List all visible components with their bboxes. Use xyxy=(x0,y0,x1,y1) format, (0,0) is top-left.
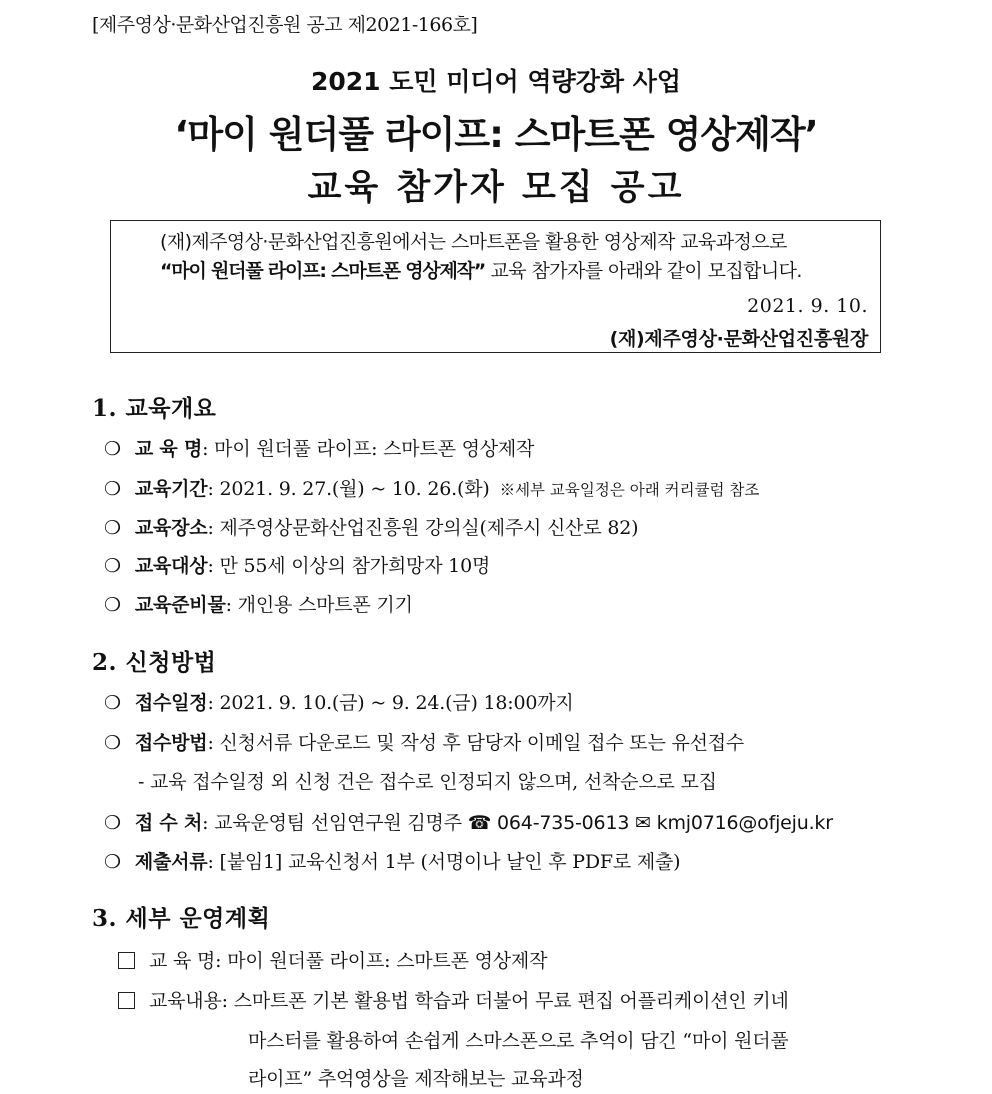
section-2-method-note: - 교육 접수일정 외 신청 건은 접수로 인정되지 않으며, 선착순으로 모집 xyxy=(138,771,717,793)
contact-email[interactable]: kmj0716@ofjeju.kr xyxy=(650,812,833,834)
item-value: : 제주영상문화산업진흥원 강의실(제주시 신산로 82) xyxy=(207,517,639,539)
title-line-2: ‘마이 원더풀 라이프: 스마트폰 영상제작’ xyxy=(174,113,818,156)
item-label: 접수방법 xyxy=(134,732,208,754)
item-value: : 신청서류 다운로드 및 작성 후 담당자 이메일 접수 또는 유선접수 xyxy=(207,732,745,754)
section-1-title: 1. 교육개요 xyxy=(92,395,217,422)
notice-organization: (재)제주영상·문화산업진흥원장 xyxy=(609,328,868,350)
section-1-item-place xyxy=(104,513,638,540)
item-label: 교육대상 xyxy=(134,555,208,577)
title-line-1: 2021 도민 미디어 역량강화 사업 xyxy=(310,67,682,96)
item-label: 교 육 명 xyxy=(134,438,203,460)
circle-bullet-icon: ❍ xyxy=(104,812,121,834)
item-value: : 개인용 스마트폰 기기 xyxy=(225,594,413,616)
section-3-content-continuation-1: 마스터를 활용하여 손쉽게 스마스폰으로 추억이 담긴 “마이 원더풀 xyxy=(248,1030,789,1052)
item-label: 교육준비물 xyxy=(134,594,226,616)
section-3-item-content xyxy=(118,986,789,1013)
item-label: 교 육 명 xyxy=(149,950,216,972)
phone-icon: ☎ xyxy=(467,812,492,834)
notice-box-course-title: “마이 원더풀 라이프: 스마트폰 영상제작” xyxy=(160,260,486,282)
item-note: ※세부 교육일정은 아래 커리큘럼 참조 xyxy=(499,481,760,499)
section-3-content-continuation-2: 라이프” 추억영상을 제작해보는 교육과정 xyxy=(248,1068,584,1090)
notice-date: 2021. 9. 10. xyxy=(747,295,868,317)
title-line-3: 교육 참가자 모집 공고 xyxy=(307,168,685,208)
section-3-item-course-name xyxy=(118,946,547,973)
notice-number: [제주영상·문화산업진흥원 공고 제2021-166호] xyxy=(92,14,478,36)
notice-box-line-1: (재)제주영상·문화산업진흥원에서는 스마트폰을 활용한 영상제작 교육과정으로 xyxy=(160,231,787,253)
item-value: : 만 55세 이상의 참가희망자 10명 xyxy=(207,555,491,577)
item-value: : 스마트폰 기본 활용법 학습과 더불어 무료 편집 어플리케이션인 키네 xyxy=(221,990,789,1012)
item-value: : 교육운영팀 선임연구원 김명주 xyxy=(202,812,462,834)
item-label: 접 수 처 xyxy=(134,812,203,834)
circle-bullet-icon: ❍ xyxy=(104,692,121,714)
circle-bullet-icon: ❍ xyxy=(104,732,121,754)
section-2-item-contact xyxy=(104,808,833,835)
item-label: 교육기간 xyxy=(134,478,208,500)
section-2-item-documents xyxy=(104,847,680,874)
circle-bullet-icon: ❍ xyxy=(104,438,121,460)
section-1-item-course-name xyxy=(104,434,534,461)
notice-box-line-2-rest: 교육 참가자를 아래와 같이 모집합니다. xyxy=(485,260,802,282)
section-3-title: 3. 세부 운영계획 xyxy=(92,905,271,932)
section-2-item-schedule xyxy=(104,688,574,715)
item-value: : [붙임1] 교육신청서 1부 (서명이나 날인 후 PDF로 제출) xyxy=(207,851,681,873)
contact-phone[interactable]: 064-735-0613 xyxy=(491,812,636,834)
section-1-item-period xyxy=(104,474,759,501)
circle-bullet-icon: ❍ xyxy=(104,478,121,500)
item-value: : 마이 원더풀 라이프: 스마트폰 영상제작 xyxy=(215,950,548,972)
section-2-title: 2. 신청방법 xyxy=(92,649,217,676)
item-label: 교육내용 xyxy=(149,990,222,1012)
square-bullet-icon xyxy=(118,992,135,1009)
section-1-item-target xyxy=(104,551,490,578)
item-label: 제출서류 xyxy=(134,851,208,873)
circle-bullet-icon: ❍ xyxy=(104,851,121,873)
section-1-item-supplies xyxy=(104,590,413,617)
item-value: : 2021. 9. 27.(월) ~ 10. 26.(화) xyxy=(207,478,490,500)
section-2-item-method xyxy=(104,728,744,755)
item-label: 교육장소 xyxy=(134,517,208,539)
mail-icon: ✉ xyxy=(635,812,651,834)
item-value: : 2021. 9. 10.(금) ~ 9. 24.(금) 18:00까지 xyxy=(207,692,574,714)
circle-bullet-icon: ❍ xyxy=(104,555,121,577)
item-label: 접수일정 xyxy=(134,692,208,714)
notice-box-line-2 xyxy=(160,256,802,283)
item-value: : 마이 원더풀 라이프: 스마트폰 영상제작 xyxy=(202,438,535,460)
square-bullet-icon xyxy=(118,952,135,969)
circle-bullet-icon: ❍ xyxy=(104,517,121,539)
circle-bullet-icon: ❍ xyxy=(104,594,121,616)
